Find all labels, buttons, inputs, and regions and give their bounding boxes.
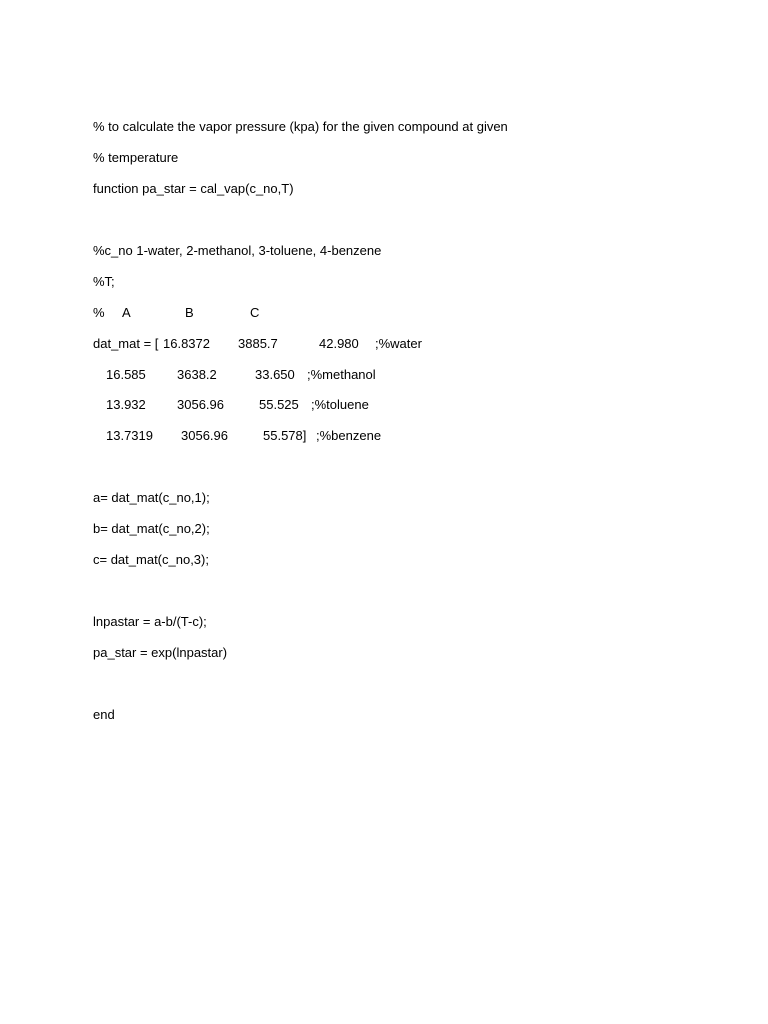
end-keyword: end <box>93 707 115 722</box>
matrix-value-b: 3885.7 <box>238 336 278 351</box>
matrix-value-c: 55.578] <box>263 428 307 443</box>
function-declaration: function pa_star = cal_vap(c_no,T) <box>93 181 294 196</box>
matrix-value-b: 3638.2 <box>177 367 217 382</box>
column-header-a: A <box>122 305 131 320</box>
assign-a-line: a= dat_mat(c_no,1); <box>93 490 210 505</box>
pressure-line: pa_star = exp(lnpastar) <box>93 645 228 660</box>
column-header-percent: % <box>93 305 105 320</box>
column-header-b: B <box>185 305 194 320</box>
ln-pressure-line: lnpastar = a-b/(T-c); <box>93 614 207 629</box>
matrix-row-comment: ;%toluene <box>311 397 369 412</box>
matrix-value-a: 13.7319 <box>106 428 153 443</box>
temperature-comment: %T; <box>93 274 115 289</box>
assign-c-line: c= dat_mat(c_no,3); <box>93 552 209 567</box>
matrix-value-c: 55.525 <box>259 397 299 412</box>
matrix-value-c: 33.650 <box>255 367 295 382</box>
header-comment-line-2: % temperature <box>93 150 179 165</box>
header-comment-line-1: % to calculate the vapor pressure (kpa) for the given compound at given <box>93 119 508 134</box>
matrix-row-comment: ;%benzene <box>316 428 382 443</box>
assign-b-line: b= dat_mat(c_no,2); <box>93 521 210 536</box>
compound-number-comment: %c_no 1-water, 2-methanol, 3-toluene, 4-benzene <box>93 243 382 258</box>
matrix-row-comment: ;%methanol <box>307 367 376 382</box>
matrix-value-c: 42.980 <box>319 336 359 351</box>
matrix-value-b: 3056.96 <box>177 397 224 412</box>
matrix-value-a: 13.932 <box>106 397 146 412</box>
column-header-c: C <box>250 305 260 320</box>
matrix-value-b: 3056.96 <box>181 428 228 443</box>
matrix-value-a: 16.8372 <box>163 336 210 351</box>
matrix-open: dat_mat = [ <box>93 336 159 351</box>
matrix-row-comment: ;%water <box>375 336 422 351</box>
matrix-value-a: 16.585 <box>106 367 146 382</box>
